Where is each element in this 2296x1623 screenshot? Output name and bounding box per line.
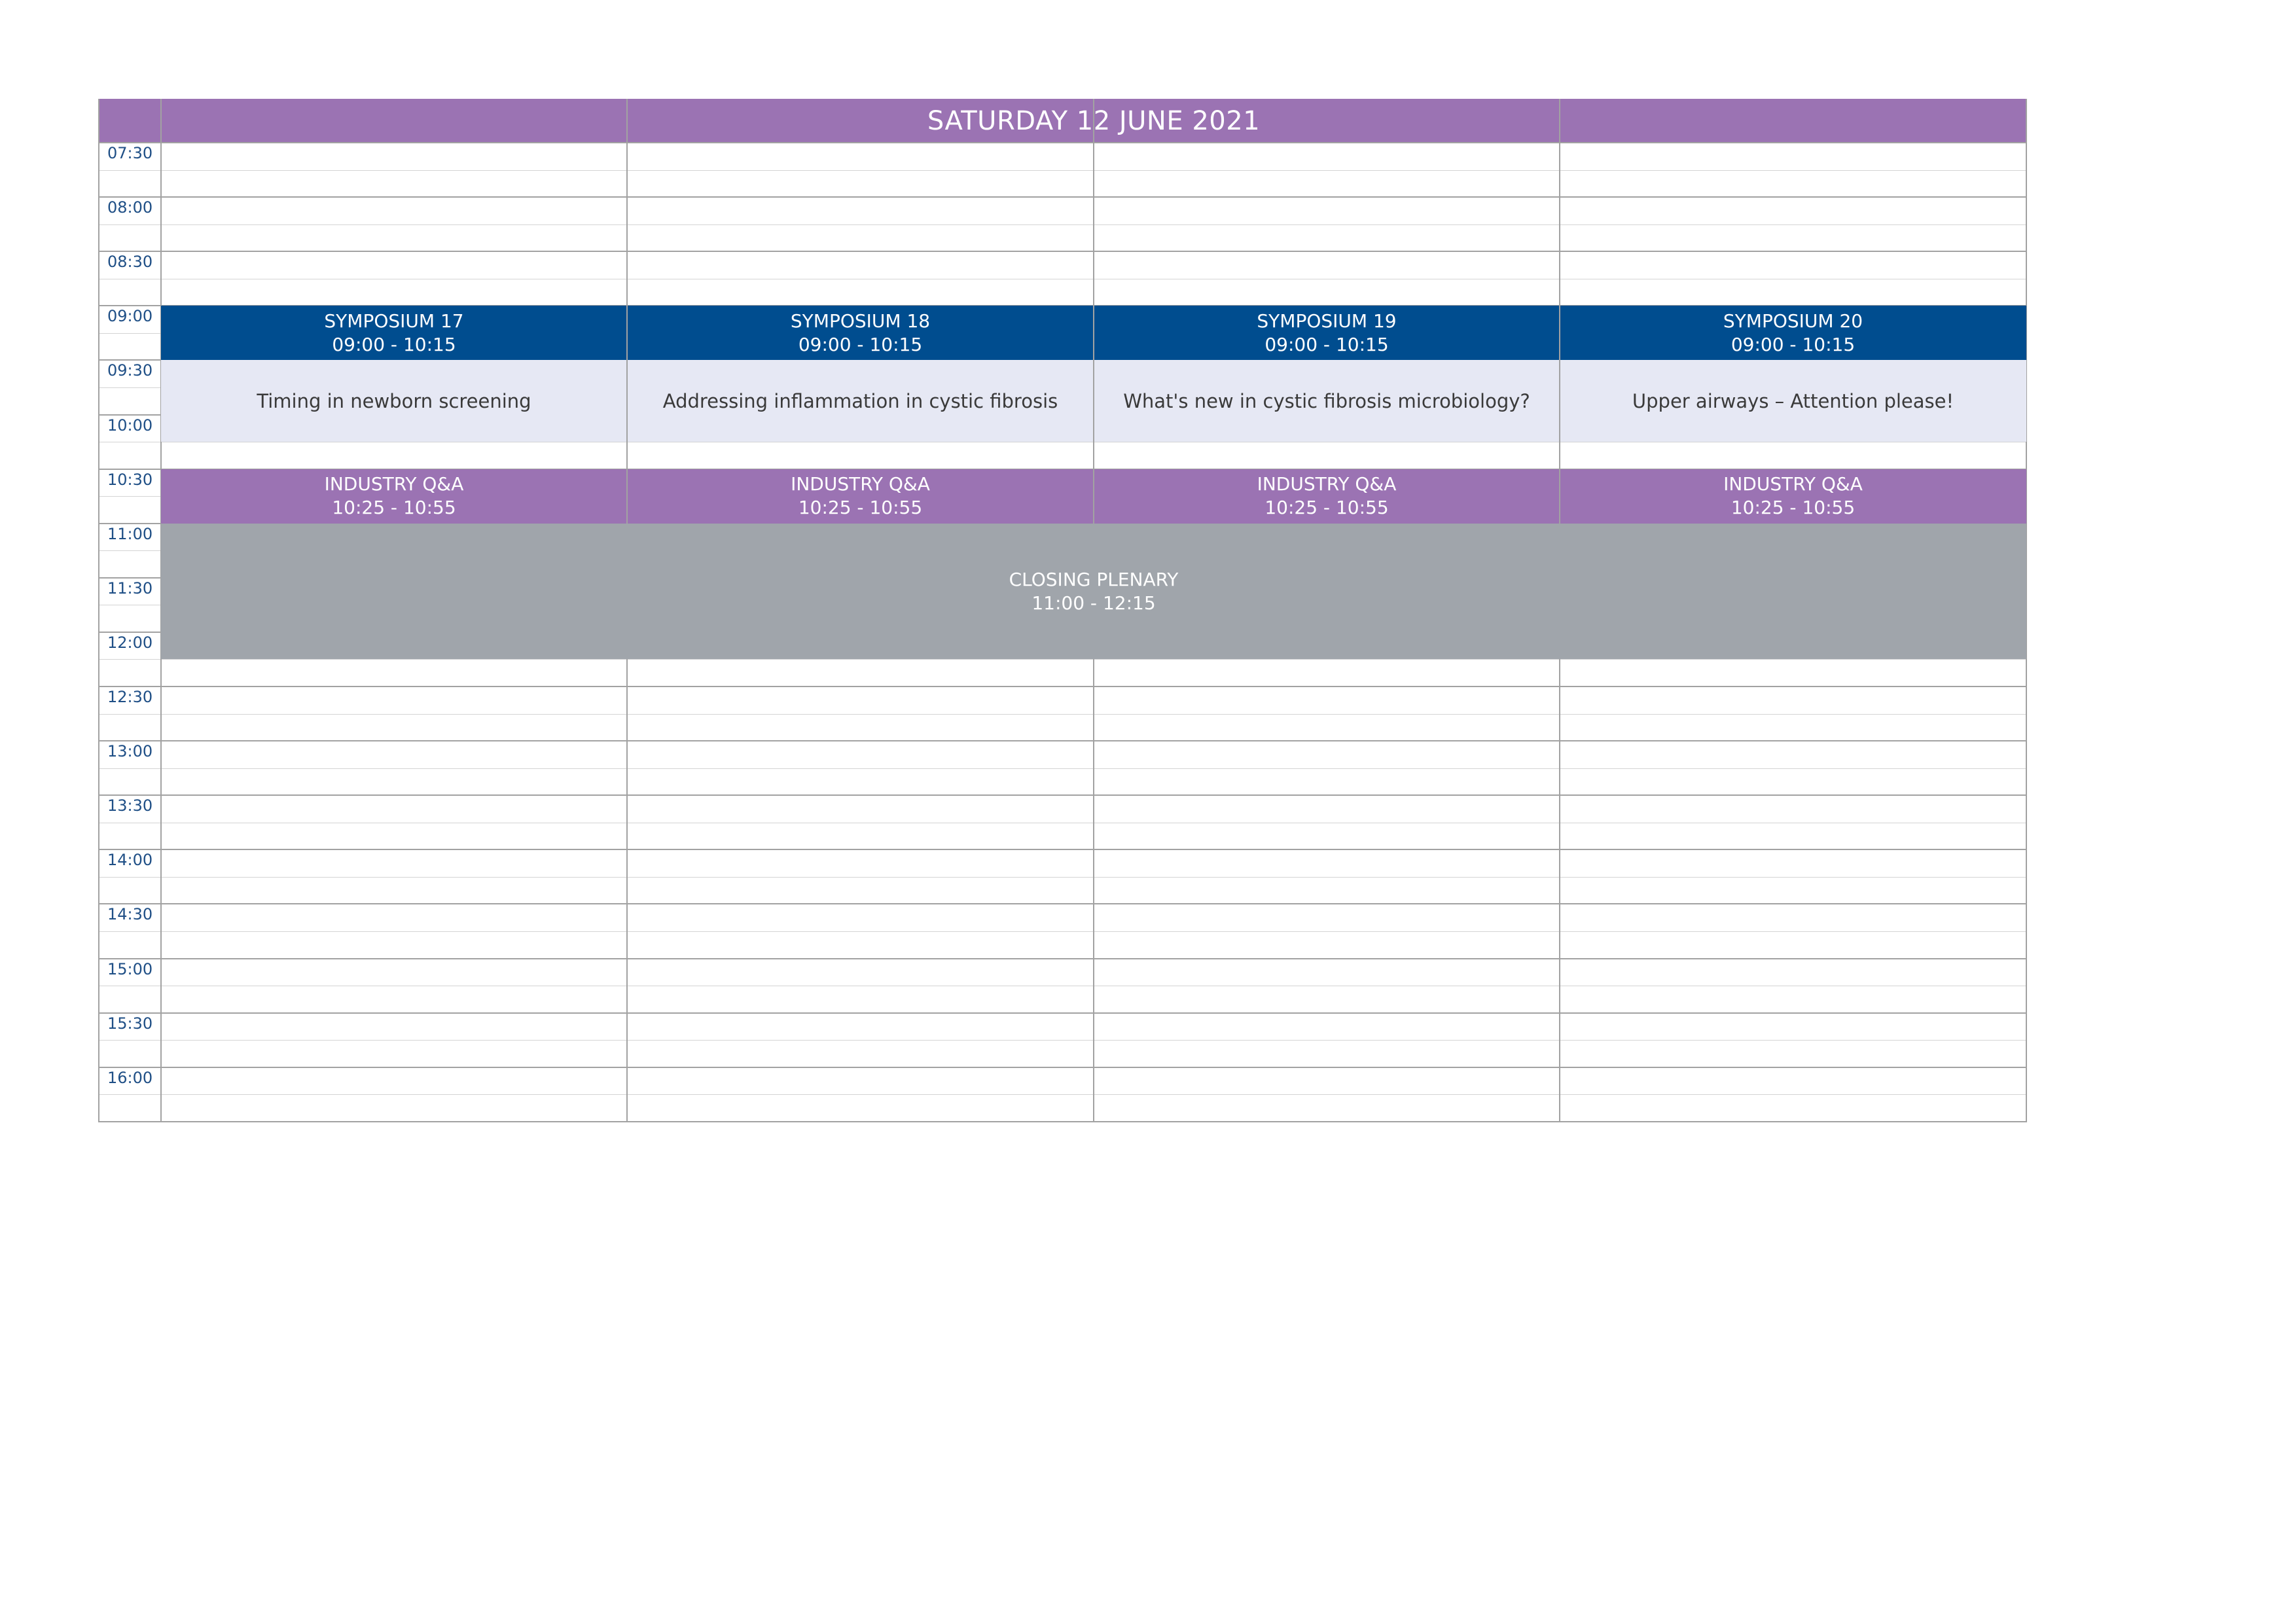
symposium-time: 09:00 - 10:15 — [798, 333, 923, 355]
grid-line-minor — [99, 224, 2026, 225]
industry-qa-session[interactable] — [1560, 469, 2026, 524]
grid-line-major — [99, 849, 2026, 850]
industry-qa-session[interactable] — [627, 469, 1094, 524]
symposium-header[interactable] — [1560, 306, 2026, 360]
time-column-header — [99, 99, 161, 143]
industry-qa-time: 10:25 - 10:55 — [1265, 497, 1389, 519]
grid-line-minor — [99, 931, 2026, 932]
symposium-topic[interactable]: Timing in newborn screening — [161, 360, 627, 442]
industry-qa-time: 10:25 - 10:55 — [1731, 497, 1856, 519]
grid-line-major — [99, 1067, 2026, 1068]
time-label: 13:30 — [107, 796, 153, 815]
symposium-header[interactable] — [161, 306, 627, 360]
grid-line-major — [99, 196, 2026, 198]
grid-line-minor — [99, 768, 2026, 769]
session-divider — [1093, 306, 1094, 523]
time-label: 11:00 — [107, 524, 153, 543]
industry-qa-title: INDUSTRY Q&A — [324, 473, 464, 495]
industry-qa-session[interactable] — [1094, 469, 1560, 524]
symposium-title: SYMPOSIUM 19 — [1257, 310, 1397, 332]
grid-line-minor — [99, 1094, 2026, 1095]
plenary-title: CLOSING PLENARY — [1009, 568, 1179, 590]
grid-line-major — [99, 1012, 2026, 1014]
grid-line-major — [99, 958, 2026, 959]
grid-line-major — [99, 903, 2026, 904]
time-label: 08:30 — [107, 253, 153, 272]
time-label: 10:00 — [107, 416, 153, 435]
time-label: 14:00 — [107, 851, 153, 870]
closing-plenary[interactable] — [161, 524, 2026, 660]
time-label: 11:30 — [107, 579, 153, 597]
time-label: 14:30 — [107, 905, 153, 924]
symposium-header[interactable] — [627, 306, 1094, 360]
grid-line-minor — [99, 170, 2026, 171]
time-label: 16:00 — [107, 1068, 153, 1087]
grid-line-major — [99, 740, 2026, 741]
industry-qa-time: 10:25 - 10:55 — [798, 497, 923, 519]
symposium-title: SYMPOSIUM 18 — [790, 310, 931, 332]
grid-line-minor — [99, 659, 2026, 660]
symposium-title: SYMPOSIUM 17 — [324, 310, 464, 332]
session-divider — [1559, 306, 1560, 523]
industry-qa-time: 10:25 - 10:55 — [332, 497, 456, 519]
symposium-time: 09:00 - 10:15 — [1731, 333, 1856, 355]
day-title: SATURDAY 12 JUNE 2021 — [161, 99, 2026, 143]
industry-qa-session[interactable] — [161, 469, 627, 524]
time-label: 12:00 — [107, 633, 153, 652]
grid-line-major — [99, 686, 2026, 687]
time-label: 09:30 — [107, 361, 153, 380]
grid-line-major — [99, 794, 2026, 796]
grid-line-major — [99, 1121, 2026, 1122]
symposium-topic[interactable]: Upper airways – Attention please! — [1560, 360, 2026, 442]
time-label: 08:00 — [107, 198, 153, 217]
industry-qa-title: INDUSTRY Q&A — [1723, 473, 1863, 495]
symposium-time: 09:00 - 10:15 — [332, 333, 456, 355]
plenary-time: 11:00 - 12:15 — [1031, 592, 1156, 614]
time-label: 07:30 — [107, 144, 153, 162]
symposium-title: SYMPOSIUM 20 — [1723, 310, 1863, 332]
symposium-header[interactable] — [1094, 306, 1560, 360]
time-label: 13:00 — [107, 742, 153, 761]
time-label: 15:00 — [107, 959, 153, 978]
grid-line-minor — [99, 714, 2026, 715]
symposium-topic[interactable]: Addressing inflammation in cystic fibrosis — [627, 360, 1094, 442]
time-label: 09:00 — [107, 307, 153, 326]
symposium-time: 09:00 - 10:15 — [1265, 333, 1389, 355]
time-label: 12:30 — [107, 688, 153, 706]
time-label: 15:30 — [107, 1014, 153, 1033]
grid-line-major — [99, 251, 2026, 252]
grid-line-major — [99, 142, 2026, 143]
industry-qa-title: INDUSTRY Q&A — [1257, 473, 1397, 495]
industry-qa-title: INDUSTRY Q&A — [791, 473, 930, 495]
grid-line-minor — [99, 877, 2026, 878]
session-divider — [626, 306, 628, 523]
grid-line-minor — [99, 1040, 2026, 1041]
symposium-topic[interactable]: What's new in cystic fibrosis microbiology? — [1094, 360, 1560, 442]
time-label: 10:30 — [107, 470, 153, 489]
